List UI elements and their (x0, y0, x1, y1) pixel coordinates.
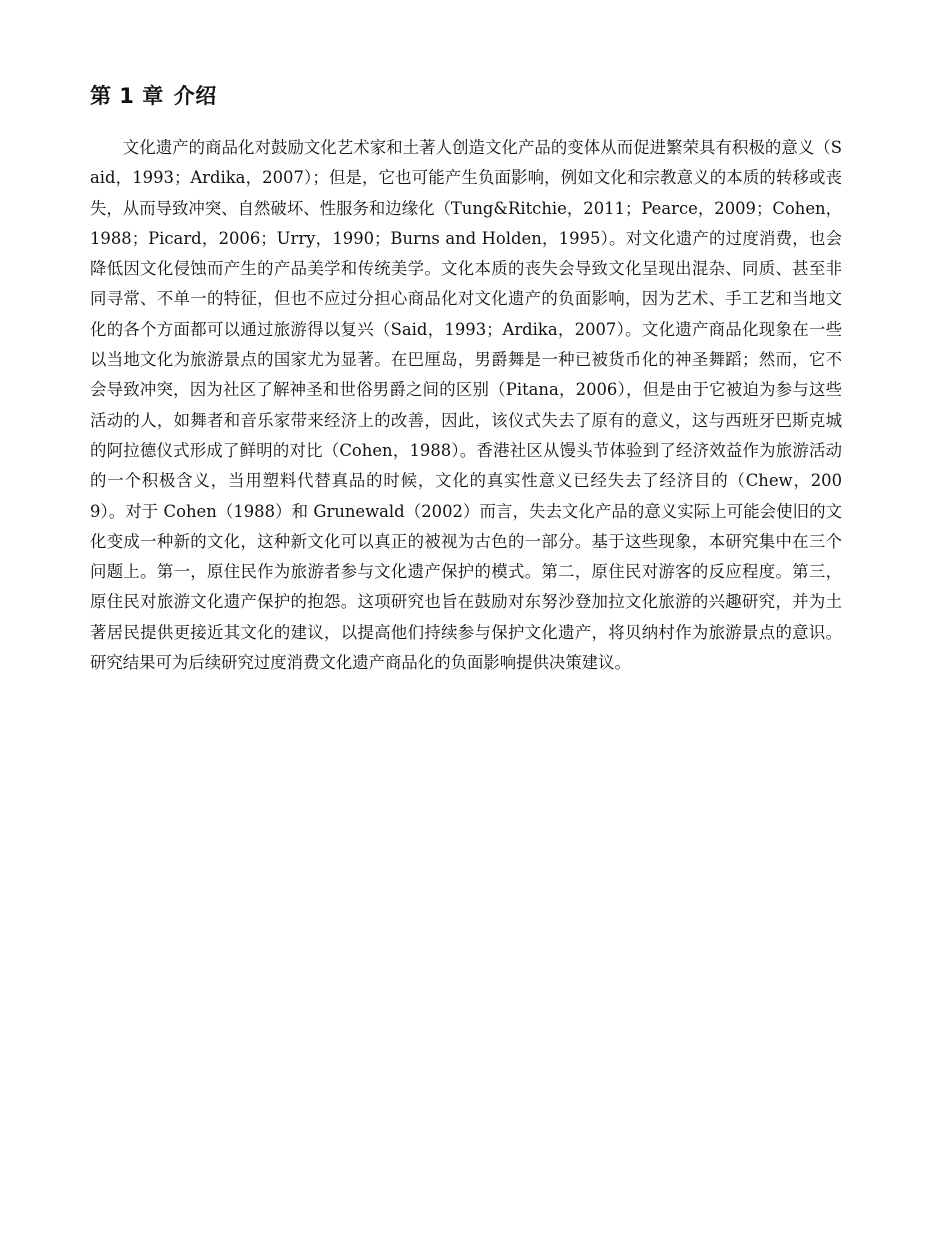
chapter-number: 第 1 章 (90, 84, 164, 108)
chapter-heading (90, 80, 217, 112)
chapter-title: 介绍 (173, 84, 217, 108)
body-paragraph: 文化遗产的商品化对鼓励文化艺术家和土著人创造文化产品的变体从而促进繁荣具有积极的意义（Said，1993；Ardika，2007）；但是，它也可能产生负面影响，例如文化和宗教意义的本质的转移或丧失，从而导致冲突、自然破坏、性服务和边缘化（Tung&Ritchie，2011；Pearce，2009；Cohen，1988；Picard，2006；Urry，1990；Burns and Holden，1995）。对文化遗产的过度消费，也会降低因文化侵蚀而产生的产品美学和传统美学。文化本质的丧失会导致文化呈现出混杂、同质、甚至非同寻常、不单一的特征，但也不应过分担心商品化对文化遗产的负面影响，因为艺术、手工艺和当地文化的各个方面都可以通过旅游得以复兴（Said，1993；Ardika，2007）。文化遗产商品化现象在一些以当地文化为旅游景点的国家尤为显著。在巴厘岛，男爵舞是一种已被货币化的神圣舞蹈；然而，它不会导致冲突，因为社区了解神圣和世俗男爵之间的区别（Pitana，2006），但是由于它被迫为参与这些活动的人，如舞者和音乐家带来经济上的改善，因此，该仪式失去了原有的意义，这与西班牙巴斯克城的阿拉德仪式形成了鲜明的对比（Cohen，1988）。香港社区从馒头节体验到了经济效益作为旅游活动的一个积极含义，当用塑料代替真品的时候，文化的真实性意义已经失去了经济目的（Chew，2009）。对于 Cohen（1988）和 Grunewald（2002）而言，失去文化产品的意义实际上可能会使旧的文化变成一种新的文化，这种新文化可以真正的被视为古色的一部分。基于这些现象，本研究集中在三个问题上。第一，原住民作为旅游者参与文化遗产保护的模式。第二，原住民对游客的反应程度。第三，原住民对旅游文化遗产保护的抱怨。这项研究也旨在鼓励对东努沙登加拉文化旅游的兴趣研究，并为土著居民提供更接近其文化的建议，以提高他们持续参与保护文化遗产，将贝纳村作为旅游景点的意识。研究结果可为后续研究过度消费文化遗产商品化的负面影响提供决策建议。 (90, 138, 842, 673)
